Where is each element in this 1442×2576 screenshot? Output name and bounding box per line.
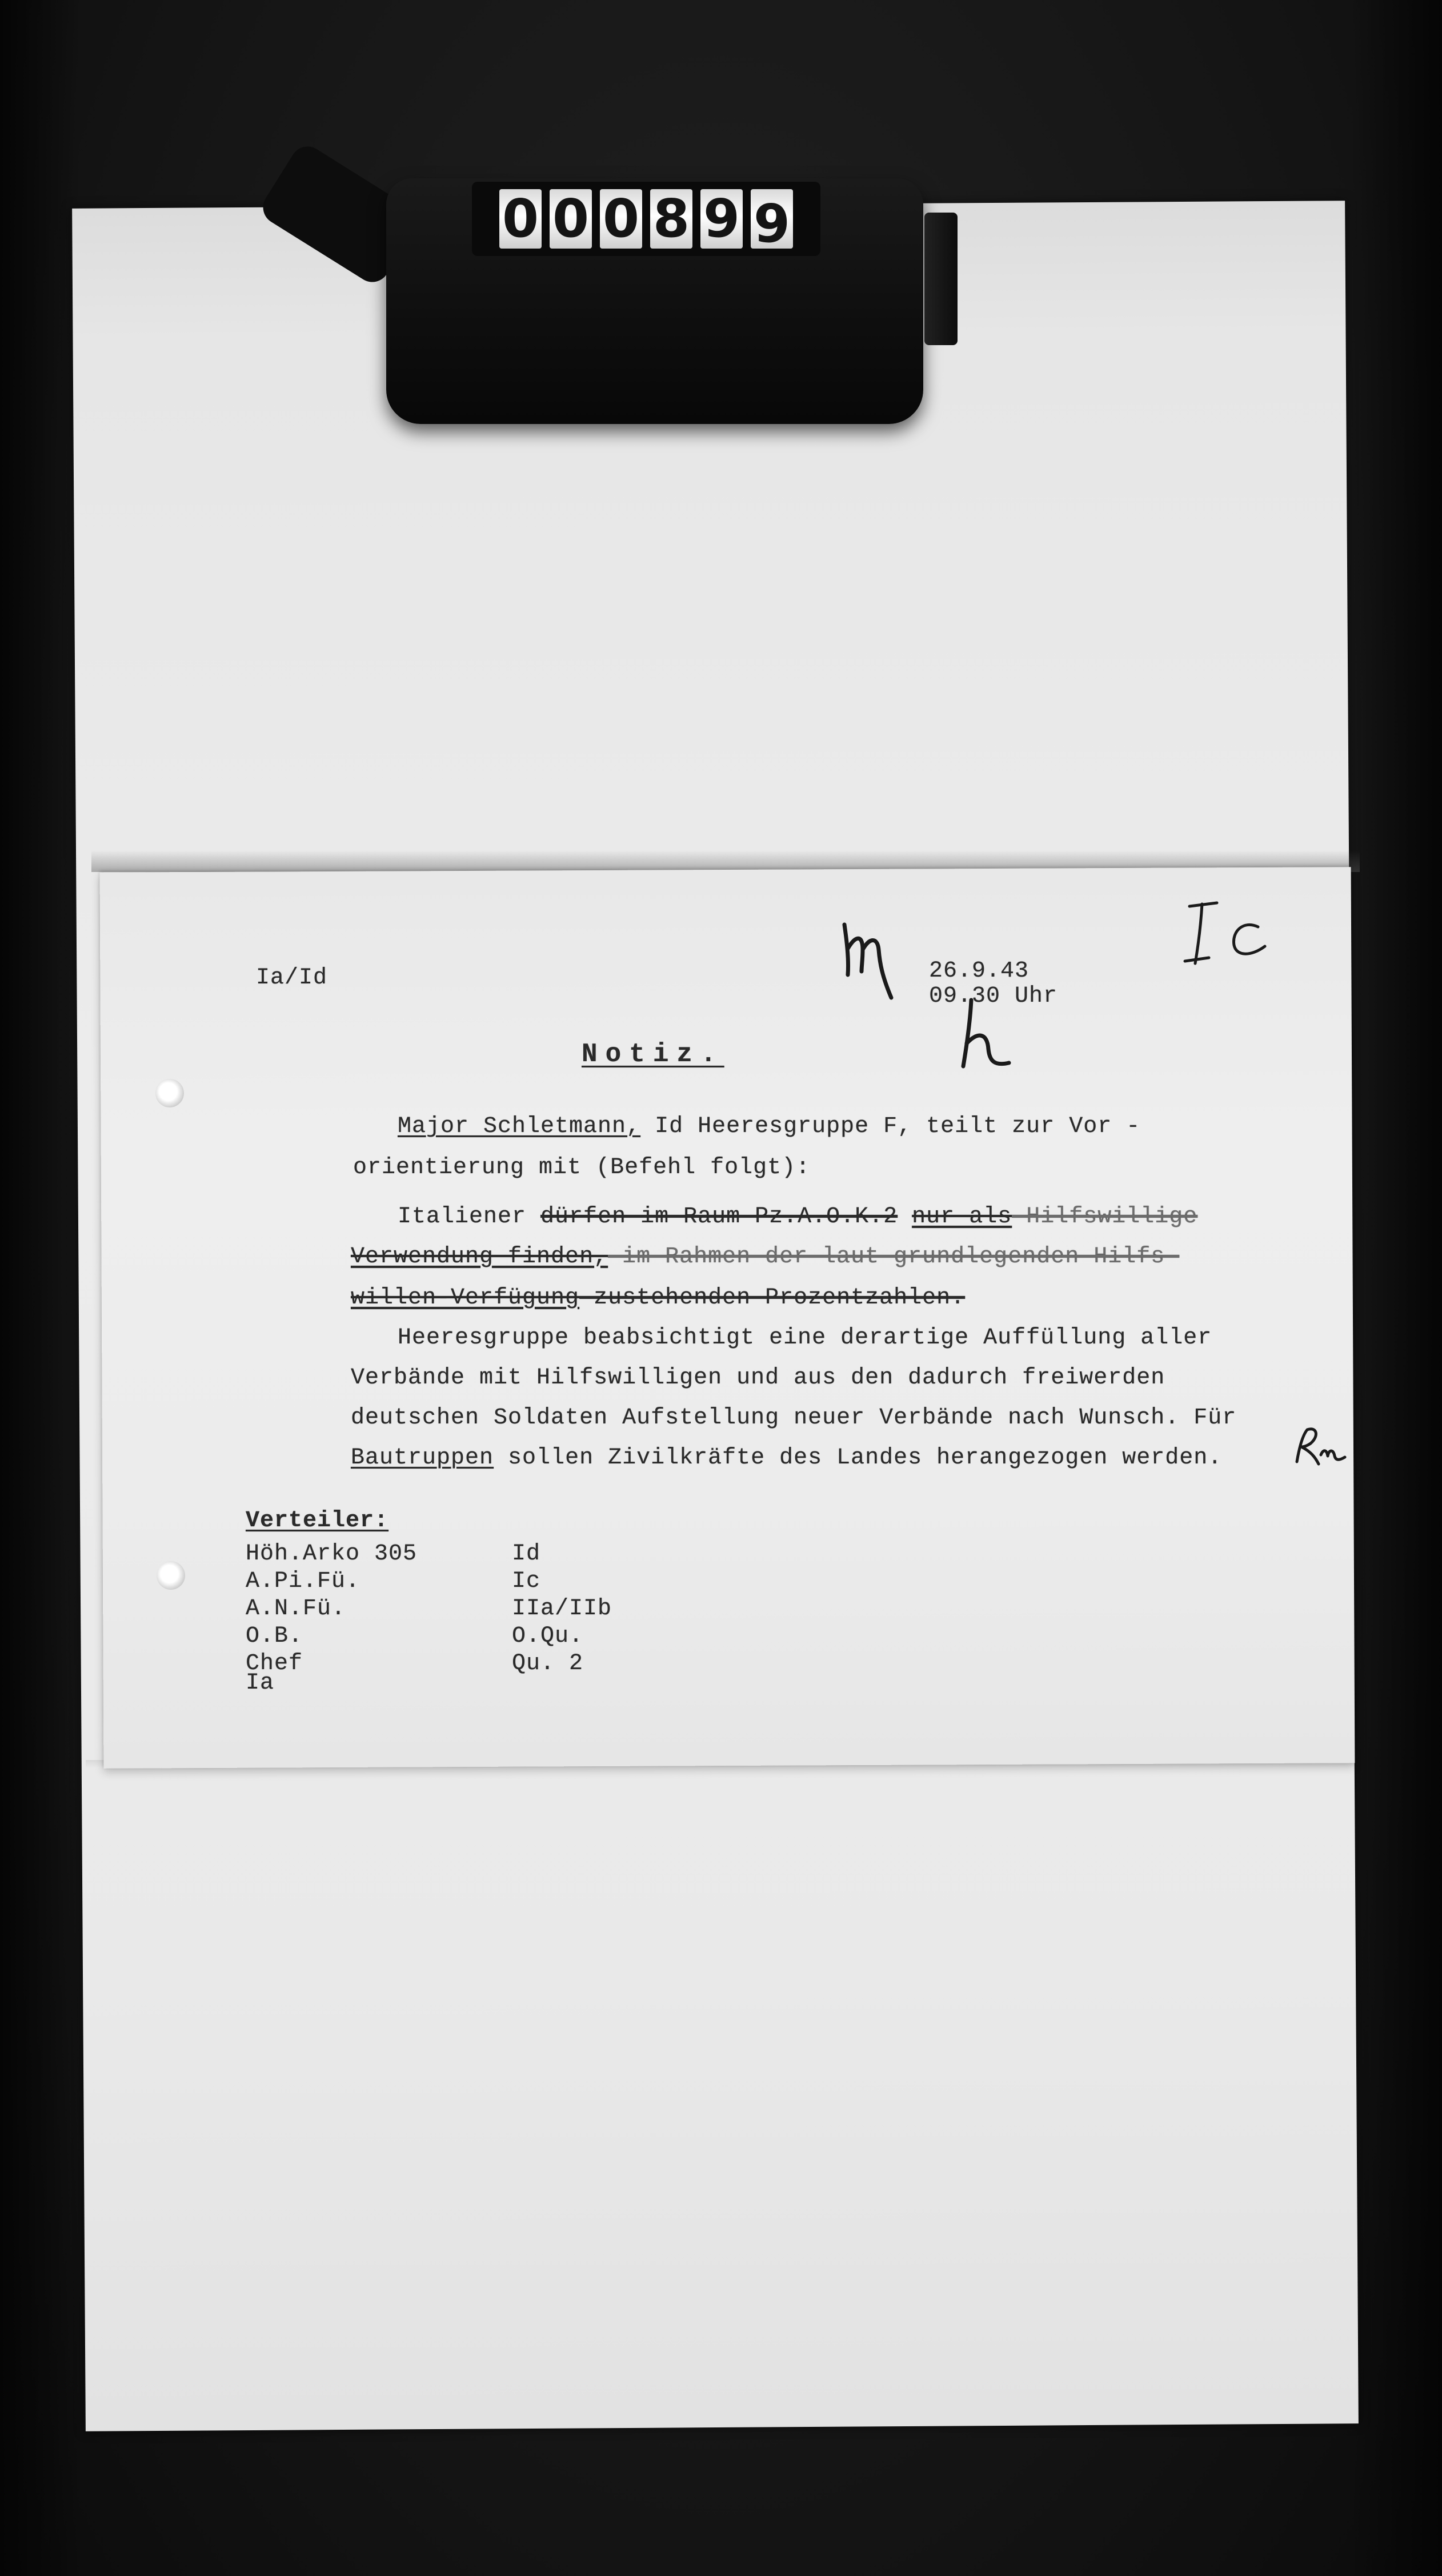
- intro-line-1: [398, 1115, 1140, 1138]
- film-edge-left: [0, 0, 80, 2576]
- frame-counter: [472, 182, 820, 256]
- distribution-left-item: O.B.: [246, 1623, 303, 1649]
- body-line-3-a: willen-Verfügung: [351, 1285, 580, 1311]
- distribution-right-item: IIa/IIb: [512, 1596, 612, 1622]
- punch-hole: [155, 1079, 184, 1107]
- document-date: 26.9.43: [929, 958, 1030, 984]
- body-line-2-a: Verwendung finden,: [351, 1244, 608, 1270]
- body-line-4: Heeresgruppe beabsichtigt eine derartige Auffüllung aller: [398, 1325, 1212, 1351]
- counter-digit: 0: [499, 189, 542, 249]
- body-line-1-b: dürfen im Raum Pz.A.O.K.2: [540, 1204, 898, 1230]
- distribution-left-item: A.Pi.Fü.: [246, 1569, 360, 1594]
- document-reference: Ia/Id: [256, 965, 328, 991]
- distribution-left-item: Höh.Arko 305: [246, 1541, 418, 1567]
- distribution-right-item: O.Qu.: [512, 1623, 584, 1649]
- counter-digit: 9: [751, 189, 793, 249]
- distribution-left-item: A.N.Fü.: [246, 1596, 346, 1622]
- body-line-6: deutschen Soldaten Aufstellung neuer Verbände nach Wunsch. Für: [351, 1405, 1237, 1431]
- counter-digit: 0: [550, 189, 592, 249]
- distribution-right-item: Qu. 2: [512, 1651, 584, 1677]
- body-line-7-a: Bautruppen: [351, 1445, 494, 1471]
- distribution-left-item: Chef: [246, 1651, 303, 1677]
- film-edge-right: [1351, 0, 1442, 2576]
- punch-hole: [157, 1561, 185, 1590]
- document-time: 09.30 Uhr: [929, 983, 1058, 1009]
- counter-digit: 8: [650, 189, 692, 249]
- distribution-heading: Verteiler:: [246, 1508, 389, 1534]
- counter-digit: 9: [700, 189, 743, 249]
- distribution-left-item: Ia: [246, 1670, 275, 1696]
- body-line-3: [351, 1287, 965, 1310]
- body-line-5: Verbände mit Hilfswilligen und aus den dadurch freiwerden: [351, 1365, 1165, 1391]
- intro-rest: Id Heeresgruppe F, teilt zur Vor -: [640, 1114, 1141, 1139]
- document-title: Notiz.: [582, 1039, 724, 1069]
- body-line-7: [351, 1447, 1222, 1470]
- body-line-1-a: Italiener: [398, 1204, 541, 1230]
- body-line-1-c: [898, 1204, 912, 1230]
- body-line-2: [351, 1246, 1179, 1269]
- intro-line-2: orientierung mit (Befehl folgt):: [353, 1155, 811, 1181]
- body-line-1-d: nur als: [912, 1204, 1012, 1230]
- body-line-3-b: zustehenden Prozentzahlen.: [579, 1285, 966, 1311]
- body-line-2-b: im Rahmen der laut grundlegenden Hilfs-: [608, 1244, 1180, 1270]
- counter-knob: [924, 213, 958, 345]
- distribution-right-item: Ic: [512, 1569, 541, 1594]
- intro-name: Major Schletmann,: [398, 1114, 641, 1139]
- counter-digit: 0: [600, 189, 642, 249]
- body-line-7-b: sollen Zivilkräfte des Landes herangezogen werden.: [494, 1445, 1223, 1471]
- distribution-right-item: Id: [512, 1541, 541, 1567]
- body-line-1-e: Hilfswillige: [1012, 1204, 1198, 1230]
- body-line-1: [398, 1206, 1197, 1229]
